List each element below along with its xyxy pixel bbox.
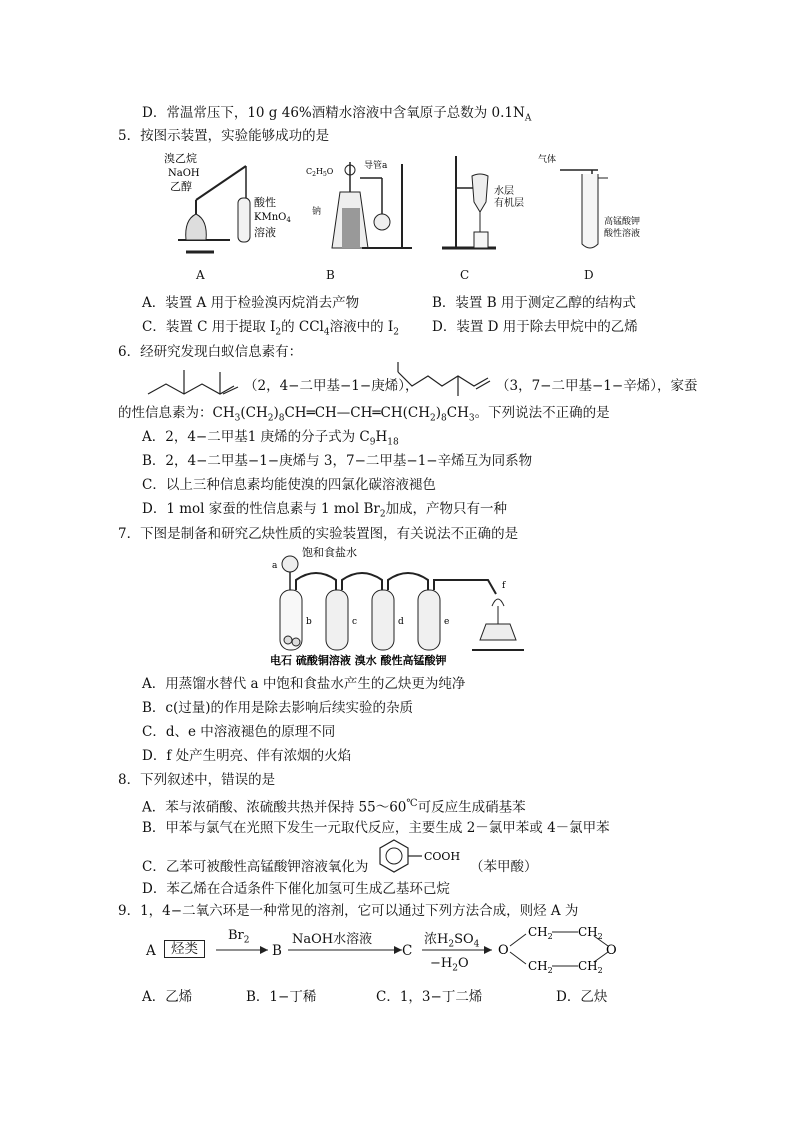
- fig-a-label-4: 酸性: [254, 196, 276, 209]
- fig-a-label-5: KMnO$_4$: [254, 212, 291, 224]
- fig-b-label-1: $C_2H_5O$: [306, 167, 334, 178]
- dioxane-ch2-4: $CH_2$: [578, 959, 603, 975]
- q9-intermediate-c: C: [402, 943, 413, 959]
- fig-a-label-1: 溴乙烷: [164, 152, 197, 165]
- q8-benzoic-acid-structure: [374, 836, 464, 876]
- q4-option-d: D．常温常压下，10 g 46%酒精水溶液中含氧原子总数为 $0.1N_A$: [142, 105, 532, 124]
- q7-option-d: D．f 处产生明亮、伴有浓烟的火焰: [142, 748, 352, 764]
- q8-option-c-text: C．乙苯可被酸性高锰酸钾溶液氧化为: [142, 859, 369, 875]
- fig-c-caption: C: [460, 268, 470, 282]
- q7-fig-d: d: [398, 617, 404, 627]
- q9-option-c: C．1，3−丁二烯: [376, 989, 483, 1005]
- fig-b-label-2: 导管a: [364, 161, 388, 171]
- q6-option-d: D．1 mol 家蚕的性信息素与 1 mol $Br_2$加成，产物只有一种: [142, 501, 508, 520]
- fig-d-label-1: 气体: [538, 155, 557, 165]
- q9-minus-water: $-H_2O$: [430, 956, 469, 974]
- q7-option-b: B．c(过量)的作用是除去影响后续实验的杂质: [142, 700, 414, 716]
- dioxane-ch2-3: $CH_2$: [528, 959, 553, 975]
- fig-d-caption: D: [584, 268, 594, 282]
- q6-name-1: （2，4−二甲基−1−庚烯），: [244, 378, 419, 394]
- fig-c-label-2: 有机层: [494, 198, 524, 209]
- q7-option-a: A．用蒸馏水替代 a 中饱和食盐水产生的乙炔更为纯净: [142, 676, 466, 692]
- q6-option-b: B．2，4−二甲基−1−庚烯与 3，7−二甲基−1−辛烯互为同系物: [142, 453, 533, 469]
- q7-fig-bottom-label: 电石 硫酸铜溶液 溴水 酸性高锰酸钾: [270, 654, 447, 667]
- q6-option-c: C．以上三种信息素均能使溴的四氯化碳溶液褪色: [142, 477, 436, 493]
- fig-a-caption: A: [196, 268, 205, 282]
- q9-reagent-a: A: [146, 943, 156, 959]
- q7-fig-e: e: [444, 617, 450, 627]
- dioxane-ch2-1: $CH_2$: [528, 925, 553, 941]
- cooh-label: COOH: [424, 850, 461, 863]
- q6-option-a: A．2，4−二甲基1 庚烯的分子式为 $C_9H_{18}$: [142, 429, 399, 448]
- fig-a-label-6: 溶液: [254, 226, 276, 239]
- q9-reagent-h2so4: 浓$H_2SO_4$: [424, 932, 480, 950]
- fig-d-label-2: 高锰酸钾: [604, 217, 641, 227]
- q5-figure-b: [302, 148, 422, 258]
- q5-figure-a: [158, 148, 298, 258]
- q5-figure-d: [532, 148, 652, 258]
- q8-stem: 8．下列叙述中，错误的是: [118, 772, 276, 788]
- q8-option-b: B．甲苯与氯气在光照下发生一元取代反应，主要生成 2－氯甲苯或 4－氯甲苯: [142, 820, 610, 836]
- fig-a-label-3: 乙醇: [170, 180, 192, 193]
- dioxane-ch2-2: $CH_2$: [578, 925, 603, 941]
- q8-option-c-suffix: （苯甲酸）: [470, 859, 538, 875]
- q7-fig-top-label: 饱和食盐水: [302, 546, 357, 559]
- q9-option-d: D．乙炔: [556, 989, 608, 1005]
- q8-option-a: A．苯与浓硝酸、浓硫酸共热并保持 55～60℃可反应生成硝基苯: [142, 798, 526, 816]
- q8-option-d: D．苯乙烯在合适条件下催化加氢可生成乙基环己烷: [142, 881, 450, 897]
- dioxane-o-right: O: [606, 943, 617, 958]
- fig-c-label-1: 水层: [494, 186, 514, 197]
- fig-b-caption: B: [326, 268, 335, 282]
- q5-figure-c: [436, 148, 546, 258]
- q6-stem: 6．经研究发现白蚁信息素有：: [118, 344, 303, 360]
- q9-reagent-naoh: NaOH水溶液: [292, 932, 373, 947]
- fig-d-label-3: 酸性溶液: [604, 229, 641, 239]
- q7-apparatus-figure: [266, 544, 546, 668]
- dioxane-o-left: O: [498, 943, 509, 958]
- q7-fig-b: b: [306, 617, 312, 627]
- q7-option-c: C．d、e 中溶液褪色的原理不同: [142, 724, 336, 740]
- q6-structure-1: [146, 364, 246, 400]
- q6-pheromone-line: 的性信息素为：$CH_3(CH_2)_8CH═CH—CH═CH(CH_2)_8CH_3$。下列说法不正确的是: [118, 405, 610, 424]
- q9-option-b: B．1−丁稀: [246, 989, 317, 1005]
- q7-fig-c: c: [352, 617, 358, 627]
- fig-a-label-2: NaOH: [168, 168, 200, 179]
- q5-option-c: C．装置 C 用于提取 $I_2$的 CCl$_4$溶液中的 $I_2$: [142, 319, 399, 338]
- q9-intermediate-b: B: [272, 943, 282, 959]
- q9-dioxane-structure: [496, 922, 626, 976]
- fig-b-label-3: 钠: [312, 207, 322, 217]
- q9-hydrocarbon-box: 烃类: [164, 940, 205, 958]
- q7-fig-a: a: [272, 561, 278, 571]
- q5-stem: 5．按图示装置，实验能够成功的是: [118, 128, 330, 144]
- q9-reagent-br2: $Br_2$: [228, 928, 250, 946]
- q9-stem: 9．1，4−二氧六环是一种常见的溶剂，它可以通过下列方法合成，则烃 A 为: [118, 903, 579, 919]
- q7-stem: 7．下图是制备和研究乙炔性质的实验装置图，有关说法不正确的是: [118, 526, 519, 542]
- q5-option-d: D．装置 D 用于除去甲烷中的乙烯: [432, 319, 638, 335]
- q5-option-b: B．装置 B 用于测定乙醇的结构式: [432, 295, 636, 311]
- q9-option-a: A．乙烯: [142, 989, 193, 1005]
- q7-fig-f: f: [502, 581, 506, 591]
- q5-option-a: A．装置 A 用于检验溴丙烷消去产物: [142, 295, 360, 311]
- q6-structure-2: [394, 360, 494, 400]
- q6-name-2: （3，7−二甲基−1−辛烯），家蚕: [496, 378, 698, 394]
